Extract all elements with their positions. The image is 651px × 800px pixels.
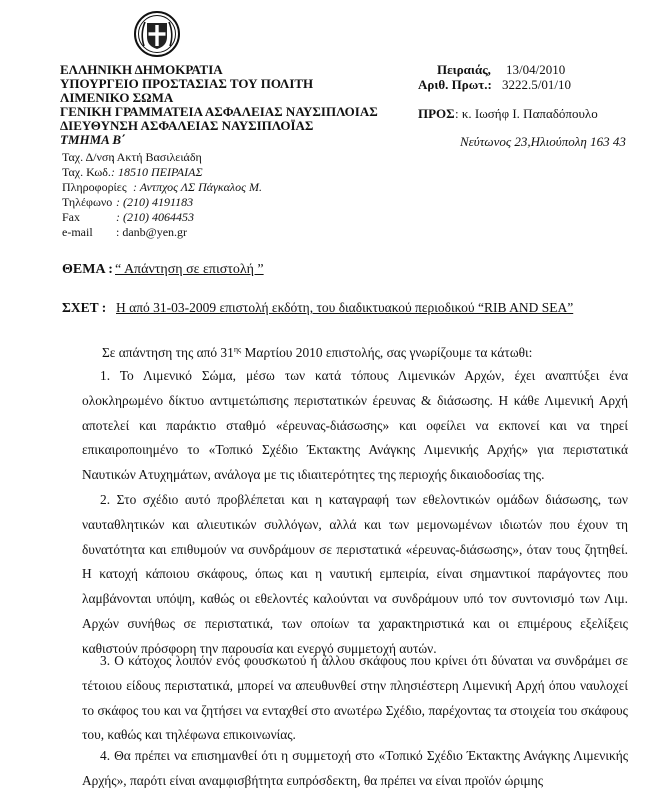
recipient-name: : κ. Ιωσήφ Ι. Παπαδόπουλο <box>455 106 598 121</box>
contact-label-phone: Τηλέφωνο <box>62 195 113 209</box>
sender-line-service: ΛΙΜΕΝΙΚΟ ΣΩΜΑ <box>60 90 174 105</box>
sender-line-directorate: ΔΙΕΥΘΥΝΣΗ ΑΣΦΑΛΕΙΑΣ ΝΑΥΣΙΠΛΟΪΑΣ <box>60 118 314 133</box>
recipient-address: Νεύτωνος 23,Ηλιούπολη 163 43 <box>460 134 626 149</box>
body-paragraph-3: 3. Ο κάτοχος λοιπόν ενός φουσκωτού ή άλλου σκάφους που κρίνει ότι δύναται να συνδράμει σε τέτοιου είδους περιστατικά, μπορεί να απευθυνθεί στην πλησιέστερη Λιμενική Αρχή όπου ναυλοχεί το σκάφος του και να ζητήσει να ενταχθεί στο ανωτέρω Σχέδιο, παρέχοντας τα στοιχεία του σκάφους του, καθώς και τηλέφωνα επικοινωνίας. <box>82 653 628 743</box>
body-paragraph-2: 2. Στο σχέδιο αυτό προβλέπεται και η καταγραφή των εθελοντικών ομάδων διάσωσης, των ναυταθλητικών και αλιευτικών συλλόγων, αλλά και των μεμονωμένων ιδιωτών που έχουν τη δυνατότητα και επιθυμούν να συνδράμουν σε περιστατικά «έρευνας-διάσωσης», όταν τους ζητηθεί. Η κατοχή κάποιου σκάφους, όπως και η ναυτική εμπειρία, είναι σημαντικοί παράγοντες που λαμβάνονται υπόψη, καθώς οι εθελοντές καλούνται να συνδράμουν υπό τον συντονισμό των Λιμ. Αρχών συνήθως σε περιστατικά, των οποίων τα χαρακτηριστικά και οι επιμέρους εξελίξεις καθιστούν πρόσφορη την παρουσία και ενεργό συμμετοχή αυτών. <box>82 492 628 656</box>
sender-line-department: ΤΜΗΜΑ Β΄ <box>60 132 126 147</box>
intro-text-a: Σε απάντηση της από 31 <box>102 345 234 360</box>
reference-value: Η από 31-03-2009 επιστολή εκδότη, του διαδικτυακού περιοδικού “RIB AND SEA” <box>116 300 574 315</box>
contact-value-postcode: : 18510 ΠΕΙΡΑΙΑΣ <box>111 165 203 179</box>
sender-line-country: ΕΛΛΗΝΙΚΗ ΔΗΜΟΚΡΑΤΙΑ <box>60 62 223 77</box>
contact-value-email: : danb@yen.gr <box>116 225 188 239</box>
recipient-label: ΠΡΟΣ <box>418 106 455 121</box>
letter-date: 13/04/2010 <box>506 62 566 77</box>
protocol-number: 3222.5/01/10 <box>502 77 571 92</box>
contact-label-fax: Fax <box>62 210 80 224</box>
contact-value-fax: : (210) 4064453 <box>116 210 194 224</box>
intro-text-b: Μαρτίου 2010 επιστολής, σας γνωρίζουμε τα κάτωθι: <box>241 345 533 360</box>
coat-of-arms-icon <box>133 10 181 58</box>
sender-line-ministry: ΥΠΟΥΡΓΕΙΟ ΠΡΟΣΤΑΣΙΑΣ ΤΟΥ ΠΟΛΙΤΗ <box>60 76 314 91</box>
reference-label: ΣΧΕΤ : <box>62 300 107 315</box>
intro-line <box>102 345 532 361</box>
protocol-label: Αριθ. Πρωτ.: <box>418 77 492 92</box>
contact-label-email: e-mail <box>62 225 93 239</box>
contact-label-info: Πληροφορίες <box>62 180 127 194</box>
contact-value-info: : Αντπχος ΛΣ Πάγκαλος Μ. <box>133 180 262 194</box>
sender-line-secretariat: ΓΕΝΙΚΗ ΓΡΑΜΜΑΤΕΙΑ ΑΣΦΑΛΕΙΑΣ ΝΑΥΣΙΠΛΟΙΑΣ <box>60 104 378 119</box>
subject-label: ΘΕΜΑ : <box>62 262 113 277</box>
contact-label-address: Ταχ. Δ/νση <box>62 150 115 164</box>
contact-value-address: : Ακτή Βασιλειάδη <box>111 150 202 164</box>
intro-superscript: ης <box>233 345 242 354</box>
place-label: Πειραιάς, <box>437 62 491 77</box>
subject-value: “ Απάντηση σε επιστολή ” <box>115 262 264 277</box>
body-paragraph-4: 4. Θα πρέπει να επισημανθεί ότι η συμμετοχή στο «Τοπικό Σχέδιο Έκτακτης Ανάγκης Λιμενικής Αρχής», παρότι είναι αναμφισβήτητα ευπρόσδεκτη, θα πρέπει να είναι προϊόν ώριμης <box>82 748 628 788</box>
body-paragraph-1: 1. Το Λιμενικό Σώμα, μέσω των κατά τόπους Λιμενικών Αρχών, έχει αναπτύξει ένα ολοκληρωμένο δίκτυο αντιμετώπισης περιστατικών έρευνας & διάσωσης. Η κάθε Λιμενική Αρχή αποτελεί και παράκτιο σταθμό «έρευνας-διάσωσης» και οφείλει να εκπονεί και να τηρεί επικαιροποιημένο το «Τοπικό Σχέδιο Έκτακτης Ανάγκης Λιμενικής Αρχής» για περιστατικά Ναυτικών Ατυχημάτων, ανάλογα με τις ιδιαιτερότητες της περιοχής δικαιοδοσίας της. <box>82 368 628 483</box>
contact-value-phone: : (210) 4191183 <box>116 195 194 209</box>
contact-label-postcode: Ταχ. Κωδ. <box>62 165 111 179</box>
